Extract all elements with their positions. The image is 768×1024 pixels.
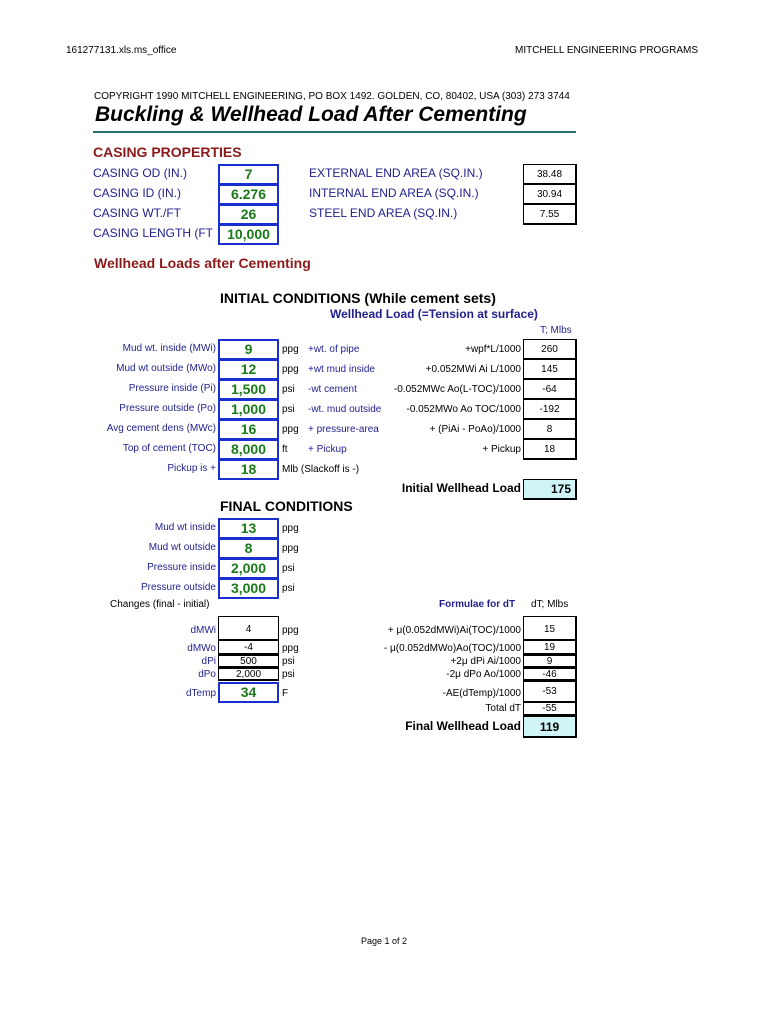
- initial-heading: INITIAL CONDITIONS (While cement sets): [220, 290, 496, 306]
- toc-input[interactable]: 8,000: [218, 439, 279, 460]
- wt-cement-formula: -0.052MWc Ao(L-TOC)/1000: [393, 384, 521, 395]
- final-total-value: 119: [523, 716, 577, 738]
- toc-unit: ft: [282, 444, 288, 455]
- final-pi-label: Pressure inside: [147, 562, 216, 573]
- dpi-value: 500: [218, 655, 279, 668]
- dpi-formula: +2μ dPi Ai/1000: [450, 656, 521, 667]
- mwo-unit: ppg: [282, 364, 299, 375]
- final-po-label: Pressure outside: [140, 582, 216, 593]
- dtemp-unit: F: [282, 688, 289, 699]
- casing-length-input[interactable]: 10,000: [218, 224, 279, 245]
- dmwi-label: dMWi: [190, 625, 216, 636]
- mwi-unit: ppg: [282, 344, 299, 355]
- steel-area-label: STEEL END AREA (SQ.IN.): [309, 206, 458, 220]
- final-po-input[interactable]: 3,000: [218, 578, 279, 599]
- wt-cement-result: -64: [523, 379, 577, 400]
- page-title: Buckling & Wellhead Load After Cementing: [95, 103, 527, 126]
- title-rule: [93, 131, 576, 133]
- final-mwo-input[interactable]: 8: [218, 538, 279, 559]
- casing-id-label: CASING ID (IN.): [93, 186, 182, 200]
- dmwo-formula: - μ(0.052dMWo)Ao(TOC)/1000: [383, 643, 521, 654]
- pickup-unit: Mlb (Slackoff is -): [282, 464, 360, 475]
- casing-wt-input[interactable]: 26: [218, 204, 279, 225]
- final-pi-unit: psi: [282, 563, 295, 574]
- initial-total-value: 175: [523, 479, 577, 500]
- dt-mlbs-header: dT; Mlbs: [531, 599, 569, 610]
- casing-heading: CASING PROPERTIES: [93, 144, 242, 160]
- dpo-label: dPo: [198, 669, 216, 680]
- toc-label: Top of cement (TOC): [122, 443, 216, 454]
- external-area-label: EXTERNAL END AREA (SQ.IN.): [309, 166, 483, 180]
- dtemp-label: dTemp: [185, 688, 216, 699]
- mwc-unit: ppg: [282, 424, 299, 435]
- wt-mud-outside-result: -192: [523, 399, 577, 420]
- internal-area-label: INTERNAL END AREA (SQ.IN.): [309, 186, 479, 200]
- copyright: COPYRIGHT 1990 MITCHELL ENGINEERING, PO BOX 1492. GOLDEN, CO, 80402, USA (303) 273 3744: [94, 91, 570, 102]
- changes-label: Changes (final - initial): [110, 599, 210, 610]
- wt-cement-desc: -wt cement: [308, 384, 357, 395]
- po-input[interactable]: 1,000: [218, 399, 279, 420]
- wt-mud-outside-desc: -wt. mud outside: [308, 404, 382, 415]
- dpi-unit: psi: [282, 656, 295, 667]
- mwc-label: Avg cement dens (MWc): [106, 423, 216, 434]
- dmwo-unit: ppg: [282, 643, 299, 654]
- total-dt-value: -55: [523, 702, 577, 716]
- dtemp-formula: -AE(dTemp)/1000: [442, 688, 521, 699]
- final-heading: FINAL CONDITIONS: [220, 498, 353, 514]
- pi-label: Pressure inside (Pi): [128, 383, 216, 394]
- casing-od-label: CASING OD (IN.): [93, 166, 188, 180]
- wellhead-heading: Wellhead Loads after Cementing: [94, 255, 311, 271]
- dpi-label: dPi: [201, 656, 216, 667]
- pressure-area-result: 8: [523, 419, 577, 440]
- external-area-value: 38.48: [523, 164, 577, 185]
- company-name: MITCHELL ENGINEERING PROGRAMS: [515, 45, 698, 56]
- internal-area-value: 30.94: [523, 184, 577, 205]
- mwi-label: Mud wt. inside (MWi): [122, 343, 216, 354]
- wt-pipe-desc: +wt. of pipe: [308, 344, 360, 355]
- pressure-area-desc: + pressure-area: [308, 424, 379, 435]
- dmwi-unit: ppg: [282, 625, 299, 636]
- final-mwo-label: Mud wt outside: [148, 542, 216, 553]
- wt-mud-inside-desc: +wt mud inside: [308, 364, 375, 375]
- dtemp-result: -53: [523, 681, 577, 703]
- final-pi-input[interactable]: 2,000: [218, 558, 279, 579]
- final-mwi-label: Mud wt inside: [154, 522, 216, 533]
- formulae-label: Formulae for dT: [439, 599, 516, 610]
- dtemp-input[interactable]: 34: [218, 682, 279, 703]
- dmwo-value: -4: [218, 640, 279, 655]
- wt-pipe-result: 260: [523, 339, 577, 360]
- wt-mud-outside-formula: -0.052MWo Ao TOC/1000: [406, 404, 521, 415]
- steel-area-value: 7.55: [523, 204, 577, 225]
- pi-unit: psi: [282, 384, 295, 395]
- final-po-unit: psi: [282, 583, 295, 594]
- dmwo-result: 19: [523, 640, 577, 655]
- mwo-label: Mud wt outside (MWo): [116, 363, 216, 374]
- final-total-label: Final Wellhead Load: [405, 719, 521, 733]
- dmwi-result: 15: [523, 616, 577, 641]
- initial-subheading: Wellhead Load (=Tension at surface): [330, 307, 538, 321]
- po-label: Pressure outside (Po): [119, 403, 216, 414]
- dmwi-value: 4: [218, 616, 279, 641]
- mwi-input[interactable]: 9: [218, 339, 279, 360]
- pickup-label: Pickup is +: [167, 463, 216, 474]
- file-name: 161277131.xls.ms_office: [66, 45, 177, 56]
- final-mwi-unit: ppg: [282, 523, 299, 534]
- initial-total-label: Initial Wellhead Load: [401, 481, 521, 495]
- wt-mud-inside-formula: +0.052MWi Ai L/1000: [425, 364, 521, 375]
- dmwo-label: dMWo: [187, 643, 216, 654]
- po-unit: psi: [282, 404, 295, 415]
- pickup-formula: + Pickup: [482, 444, 521, 455]
- final-mwi-input[interactable]: 13: [218, 518, 279, 539]
- page-number: Page 1 of 2: [360, 936, 408, 946]
- casing-wt-label: CASING WT./FT: [93, 206, 181, 220]
- casing-od-input[interactable]: 7: [218, 164, 279, 185]
- mwc-input[interactable]: 16: [218, 419, 279, 440]
- pickup-result: 18: [523, 439, 577, 460]
- pickup-desc: + Pickup: [308, 444, 347, 455]
- wt-pipe-formula: +wpf*L/1000: [465, 344, 521, 355]
- mwo-input[interactable]: 12: [218, 359, 279, 380]
- wt-mud-inside-result: 145: [523, 359, 577, 380]
- casing-length-label: CASING LENGTH (FT: [93, 226, 214, 240]
- dpo-result: -46: [523, 668, 577, 681]
- final-mwo-unit: ppg: [282, 543, 299, 554]
- pressure-area-formula: + (PiAi - PoAo)/1000: [429, 424, 521, 435]
- dpo-unit: psi: [282, 669, 295, 680]
- pi-input[interactable]: 1,500: [218, 379, 279, 400]
- dpi-result: 9: [523, 655, 577, 668]
- dmwi-formula: + μ(0.052dMWi)Ai(TOC)/1000: [387, 625, 521, 636]
- t-mlbs-header: T; Mlbs: [540, 325, 572, 336]
- casing-id-input[interactable]: 6.276: [218, 184, 279, 205]
- pickup-input[interactable]: 18: [218, 459, 279, 480]
- dpo-formula: -2μ dPo Ao/1000: [446, 669, 521, 680]
- total-dt-label: Total dT: [485, 703, 521, 714]
- dpo-value: 2,000: [218, 668, 279, 681]
